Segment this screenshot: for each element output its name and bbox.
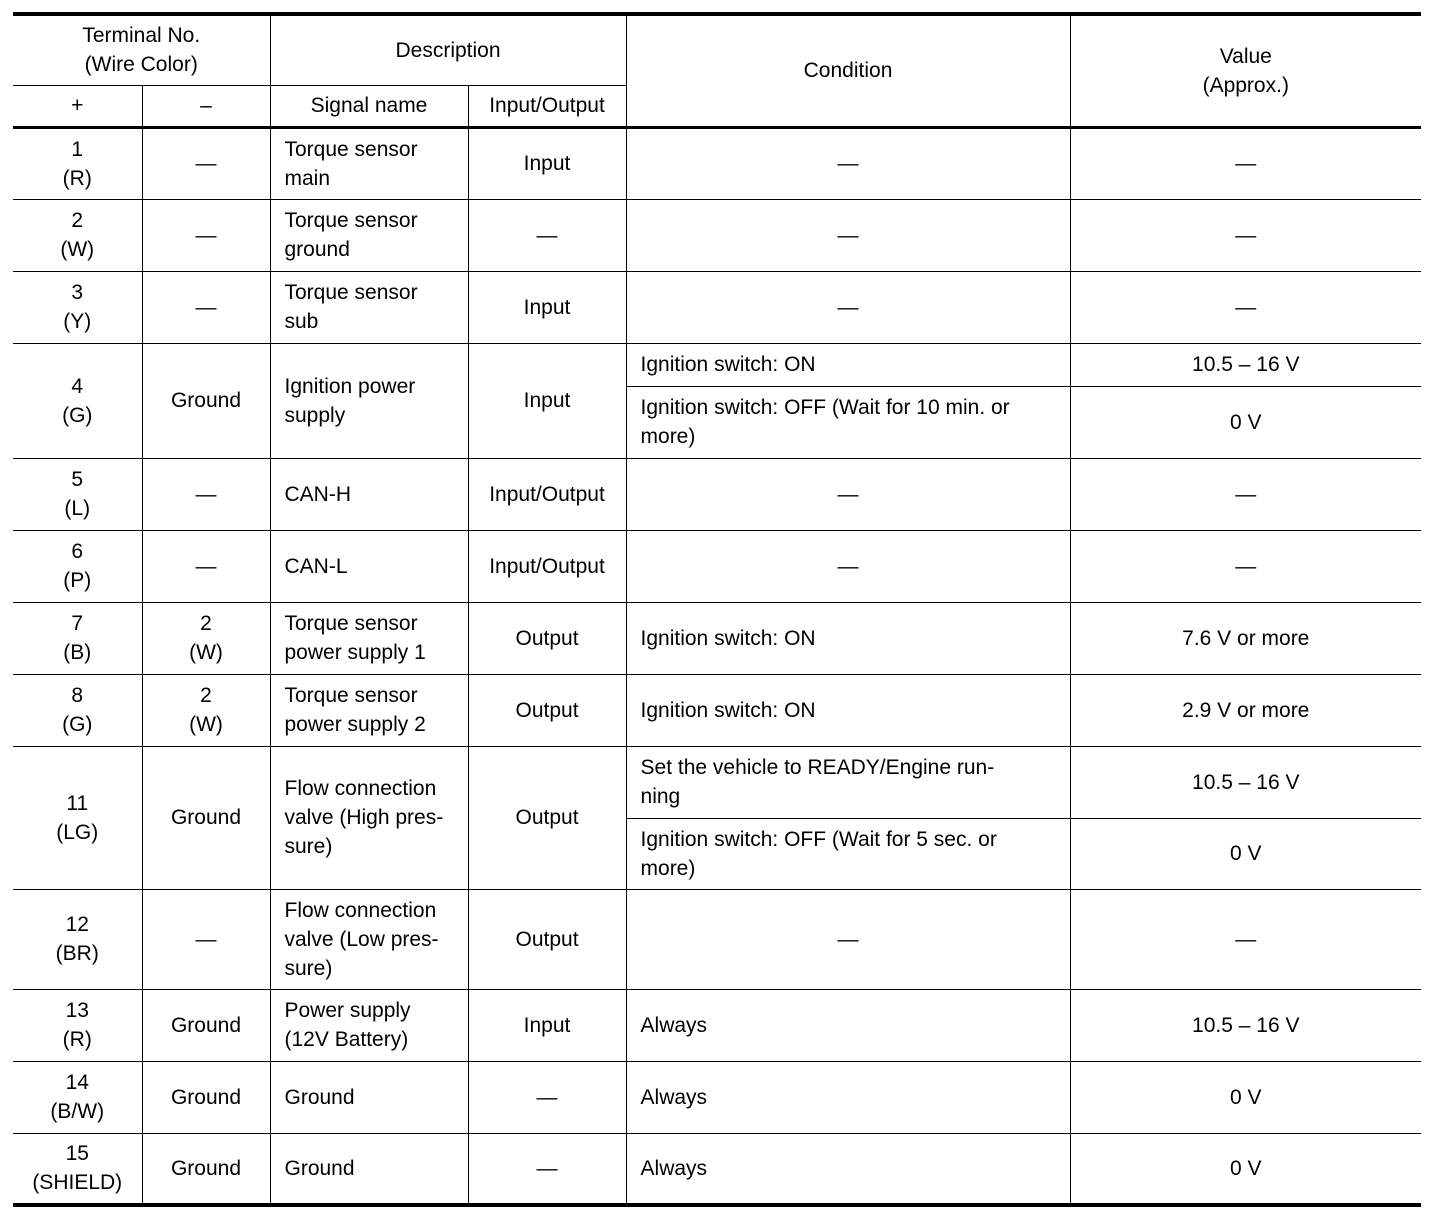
table-row xyxy=(13,530,1421,602)
value-cell: — xyxy=(1070,530,1421,602)
minus-header: – xyxy=(142,85,270,127)
condition-cell: Always xyxy=(626,989,1070,1061)
value-cell: — xyxy=(1070,271,1421,343)
terminal-minus-cell: — xyxy=(142,530,270,602)
input-output-header: Input/Output xyxy=(468,85,626,127)
value-cell: — xyxy=(1070,127,1421,199)
terminal-plus-cell: 3 (Y) xyxy=(13,271,142,343)
terminal-plus-cell: 2 (W) xyxy=(13,199,142,271)
signal-name-cell: Ignition power supply xyxy=(270,343,468,458)
table-row xyxy=(13,343,1421,386)
value-cell: — xyxy=(1070,889,1421,989)
description-header: Description xyxy=(270,14,626,85)
terminal-plus-cell: 12 (BR) xyxy=(13,889,142,989)
value-cell: 10.5 – 16 V xyxy=(1070,989,1421,1061)
condition-cell: Ignition switch: ON xyxy=(626,602,1070,674)
value-cell: — xyxy=(1070,458,1421,530)
terminal-plus-cell: 1 (R) xyxy=(13,127,142,199)
condition-cell: — xyxy=(626,530,1070,602)
value-cell: 10.5 – 16 V xyxy=(1070,746,1421,818)
input-output-cell: Output xyxy=(468,889,626,989)
input-output-cell: Output xyxy=(468,746,626,889)
value-cell: 10.5 – 16 V xyxy=(1070,343,1421,386)
terminal-plus-cell: 4 (G) xyxy=(13,343,142,458)
signal-name-cell: Ground xyxy=(270,1061,468,1133)
input-output-cell: Input/Output xyxy=(468,458,626,530)
condition-cell: Ignition switch: OFF (Wait for 5 sec. or more) xyxy=(626,818,1070,889)
condition-cell: Ignition switch: ON xyxy=(626,674,1070,746)
terminal-minus-cell: 2 (W) xyxy=(142,674,270,746)
condition-cell: Ignition switch: OFF (Wait for 10 min. or more) xyxy=(626,386,1070,458)
input-output-cell: Input/Output xyxy=(468,530,626,602)
table-row xyxy=(13,989,1421,1061)
terminal-table xyxy=(13,12,1421,1207)
input-output-cell: — xyxy=(468,1061,626,1133)
input-output-cell: — xyxy=(468,1133,626,1205)
table-row xyxy=(13,271,1421,343)
table-header xyxy=(13,14,1421,127)
table-row xyxy=(13,674,1421,746)
terminal-plus-cell: 5 (L) xyxy=(13,458,142,530)
table-row xyxy=(13,1133,1421,1205)
value-cell: 2.9 V or more xyxy=(1070,674,1421,746)
input-output-cell: Input xyxy=(468,127,626,199)
table-row xyxy=(13,1061,1421,1133)
terminal-minus-cell: Ground xyxy=(142,1061,270,1133)
condition-cell: — xyxy=(626,199,1070,271)
terminal-no-header: Terminal No. (Wire Color) xyxy=(13,14,270,85)
value-cell: — xyxy=(1070,199,1421,271)
terminal-minus-cell: 2 (W) xyxy=(142,602,270,674)
value-cell: 0 V xyxy=(1070,1133,1421,1205)
terminal-plus-cell: 7 (B) xyxy=(13,602,142,674)
input-output-cell: Input xyxy=(468,271,626,343)
signal-name-cell: Torque sensor power supply 2 xyxy=(270,674,468,746)
terminal-minus-cell: Ground xyxy=(142,343,270,458)
terminal-minus-cell: Ground xyxy=(142,1133,270,1205)
terminal-plus-cell: 14 (B/W) xyxy=(13,1061,142,1133)
signal-name-cell: Flow connection valve (High pres- sure) xyxy=(270,746,468,889)
table-row xyxy=(13,602,1421,674)
signal-name-header: Signal name xyxy=(270,85,468,127)
terminal-plus-cell: 15 (SHIELD) xyxy=(13,1133,142,1205)
input-output-cell: — xyxy=(468,199,626,271)
terminal-plus-cell: 11 (LG) xyxy=(13,746,142,889)
table-row xyxy=(13,889,1421,989)
value-cell: 7.6 V or more xyxy=(1070,602,1421,674)
table-row xyxy=(13,199,1421,271)
value-cell: 0 V xyxy=(1070,1061,1421,1133)
value-header: Value (Approx.) xyxy=(1070,14,1421,127)
signal-name-cell: CAN-L xyxy=(270,530,468,602)
input-output-cell: Output xyxy=(468,674,626,746)
condition-header: Condition xyxy=(626,14,1070,127)
value-cell: 0 V xyxy=(1070,818,1421,889)
condition-cell: Always xyxy=(626,1133,1070,1205)
terminal-minus-cell: — xyxy=(142,271,270,343)
signal-name-cell: Ground xyxy=(270,1133,468,1205)
terminal-minus-cell: — xyxy=(142,127,270,199)
plus-header: + xyxy=(13,85,142,127)
condition-cell: Set the vehicle to READY/Engine run- ning xyxy=(626,746,1070,818)
table-row xyxy=(13,127,1421,199)
terminal-plus-cell: 13 (R) xyxy=(13,989,142,1061)
terminal-plus-cell: 8 (G) xyxy=(13,674,142,746)
value-cell: 0 V xyxy=(1070,386,1421,458)
signal-name-cell: Torque sensor power supply 1 xyxy=(270,602,468,674)
condition-cell: — xyxy=(626,271,1070,343)
terminal-minus-cell: Ground xyxy=(142,746,270,889)
condition-cell: Always xyxy=(626,1061,1070,1133)
terminal-minus-cell: — xyxy=(142,458,270,530)
terminal-plus-cell: 6 (P) xyxy=(13,530,142,602)
table-body xyxy=(13,127,1421,1205)
signal-name-cell: Torque sensor sub xyxy=(270,271,468,343)
signal-name-cell: Flow connection valve (Low pres- sure) xyxy=(270,889,468,989)
condition-cell: Ignition switch: ON xyxy=(626,343,1070,386)
table-row xyxy=(13,458,1421,530)
signal-name-cell: Torque sensor ground xyxy=(270,199,468,271)
input-output-cell: Input xyxy=(468,343,626,458)
input-output-cell: Output xyxy=(468,602,626,674)
terminal-minus-cell: — xyxy=(142,199,270,271)
input-output-cell: Input xyxy=(468,989,626,1061)
signal-name-cell: Torque sensor main xyxy=(270,127,468,199)
table-row xyxy=(13,746,1421,818)
condition-cell: — xyxy=(626,889,1070,989)
terminal-minus-cell: — xyxy=(142,889,270,989)
terminal-minus-cell: Ground xyxy=(142,989,270,1061)
condition-cell: — xyxy=(626,127,1070,199)
signal-name-cell: Power supply (12V Battery) xyxy=(270,989,468,1061)
signal-name-cell: CAN-H xyxy=(270,458,468,530)
condition-cell: — xyxy=(626,458,1070,530)
